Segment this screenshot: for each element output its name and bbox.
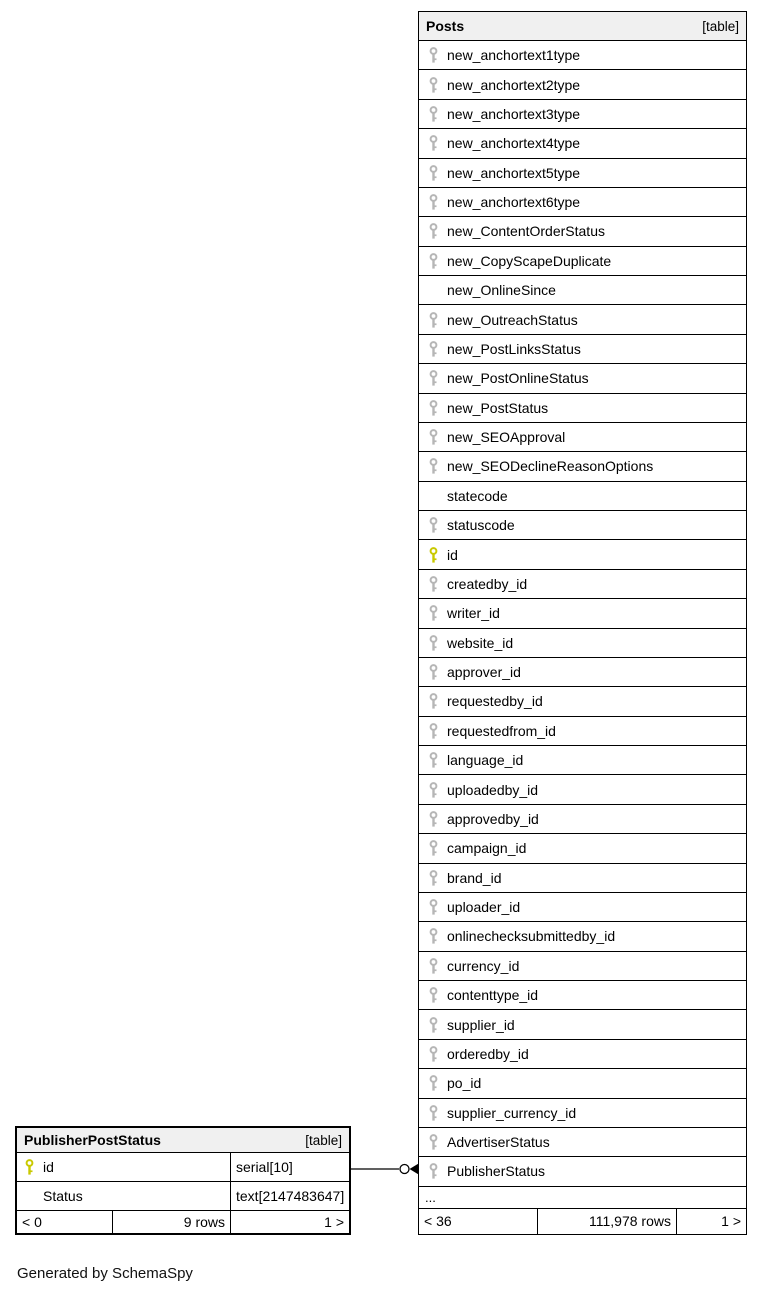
table-row xyxy=(419,540,746,569)
posts-column-list xyxy=(419,41,746,1187)
table-row xyxy=(419,775,746,804)
posts-degree-count: 1 > xyxy=(676,1209,746,1234)
key-icon xyxy=(25,1188,34,1204)
publisher-post-status-type-badge: [table] xyxy=(305,1132,342,1148)
table-row xyxy=(419,981,746,1010)
table-row xyxy=(419,1069,746,1098)
table-row xyxy=(419,305,746,334)
column-name: id xyxy=(447,546,458,563)
posts-row-count: 111,978 rows xyxy=(537,1209,676,1234)
key-icon xyxy=(429,47,438,63)
column-name: statecode xyxy=(447,487,508,504)
table-row xyxy=(17,1153,349,1182)
posts-ellipsis-row: ... xyxy=(419,1187,746,1209)
table-row xyxy=(17,1182,349,1211)
key-icon xyxy=(429,752,438,768)
table-row xyxy=(419,335,746,364)
column-name: PublisherStatus xyxy=(447,1163,546,1180)
table-row xyxy=(419,423,746,452)
column-name: brand_id xyxy=(447,869,502,886)
key-icon xyxy=(429,135,438,151)
key-icon xyxy=(429,605,438,621)
table-row xyxy=(419,41,746,70)
table-row xyxy=(419,864,746,893)
table-row xyxy=(419,482,746,511)
key-icon xyxy=(429,1105,438,1121)
key-icon xyxy=(429,282,438,298)
column-name: new_anchortext5type xyxy=(447,164,581,181)
table-row xyxy=(419,922,746,951)
publisher-post-status-footer xyxy=(17,1211,349,1233)
key-icon xyxy=(429,341,438,357)
key-icon xyxy=(429,1017,438,1033)
column-name-cell xyxy=(17,1182,231,1210)
key-icon xyxy=(429,1075,438,1091)
posts-table-type-badge: [table] xyxy=(702,18,739,34)
key-icon xyxy=(429,1163,438,1179)
table-row xyxy=(419,687,746,716)
key-icon xyxy=(429,693,438,709)
column-name: new_anchortext4type xyxy=(447,135,581,152)
key-icon xyxy=(429,165,438,181)
key-icon xyxy=(429,77,438,93)
table-row xyxy=(419,658,746,687)
key-icon xyxy=(429,488,438,504)
table-row xyxy=(419,511,746,540)
key-icon xyxy=(429,400,438,416)
pps-hidden-columns-count: < 0 xyxy=(22,1214,42,1230)
column-name: uploadedby_id xyxy=(447,781,539,798)
column-name: po_id xyxy=(447,1075,482,1092)
key-icon xyxy=(25,1159,34,1175)
column-name: new_anchortext2type xyxy=(447,76,581,93)
column-name: new_anchortext6type xyxy=(447,194,581,211)
table-row xyxy=(419,452,746,481)
key-icon xyxy=(429,870,438,886)
column-name: approvedby_id xyxy=(447,810,539,827)
publisher-post-status-title: PublisherPostStatus xyxy=(24,1132,161,1148)
key-icon xyxy=(429,312,438,328)
table-row xyxy=(419,159,746,188)
column-name: orderedby_id xyxy=(447,1045,529,1062)
table-row xyxy=(419,834,746,863)
key-icon xyxy=(429,517,438,533)
key-icon xyxy=(429,782,438,798)
column-name: onlinechecksubmittedby_id xyxy=(447,928,616,945)
key-icon xyxy=(429,576,438,592)
column-name: requestedby_id xyxy=(447,693,543,710)
table-row xyxy=(419,629,746,658)
generated-by-caption: Generated by SchemaSpy xyxy=(17,1265,193,1282)
column-name: campaign_id xyxy=(447,840,527,857)
column-name: statuscode xyxy=(447,517,515,534)
key-icon xyxy=(429,194,438,210)
column-name: createdby_id xyxy=(447,575,528,592)
table-row xyxy=(419,70,746,99)
posts-hidden-columns-count: < 36 xyxy=(424,1213,452,1230)
column-name: new_PostLinksStatus xyxy=(447,340,581,357)
key-icon xyxy=(429,223,438,239)
column-name: new_PostStatus xyxy=(447,399,549,416)
table-row xyxy=(419,217,746,246)
table-row xyxy=(419,247,746,276)
column-name: website_id xyxy=(447,634,514,651)
table-row xyxy=(419,129,746,158)
table-row xyxy=(419,893,746,922)
column-name: new_SEOApproval xyxy=(447,429,566,446)
column-name: writer_id xyxy=(447,605,500,622)
table-row xyxy=(419,1010,746,1039)
key-icon xyxy=(429,811,438,827)
column-name: id xyxy=(43,1159,54,1175)
table-row xyxy=(419,952,746,981)
column-name: approver_id xyxy=(447,664,521,681)
table-row xyxy=(419,570,746,599)
column-name: Status xyxy=(43,1188,83,1204)
column-name: currency_id xyxy=(447,957,520,974)
key-icon xyxy=(429,370,438,386)
table-row xyxy=(419,100,746,129)
column-name: new_OutreachStatus xyxy=(447,311,578,328)
key-icon xyxy=(429,1134,438,1150)
column-type: serial[10] xyxy=(236,1159,293,1175)
column-name: new_SEODeclineReasonOptions xyxy=(447,458,654,475)
publisher-post-status-column-list xyxy=(17,1153,349,1211)
table-row xyxy=(419,805,746,834)
pps-row-count: 9 rows xyxy=(112,1211,230,1233)
column-name: new_OnlineSince xyxy=(447,282,556,299)
key-icon xyxy=(429,1046,438,1062)
key-icon xyxy=(429,987,438,1003)
column-name: new_anchortext1type xyxy=(447,47,581,64)
column-name: requestedfrom_id xyxy=(447,722,556,739)
column-name: contenttype_id xyxy=(447,987,539,1004)
table-row xyxy=(419,1099,746,1128)
key-icon xyxy=(429,958,438,974)
column-name: new_anchortext3type xyxy=(447,105,581,122)
column-type: text[2147483647] xyxy=(236,1188,345,1204)
pps-degree-count: 1 > xyxy=(230,1211,349,1233)
column-name: language_id xyxy=(447,752,524,769)
posts-table-header[interactable] xyxy=(419,12,746,41)
key-icon xyxy=(429,253,438,269)
column-name: supplier_id xyxy=(447,1016,515,1033)
key-icon xyxy=(429,723,438,739)
key-icon xyxy=(429,664,438,680)
column-name: supplier_currency_id xyxy=(447,1104,577,1121)
table-row xyxy=(419,746,746,775)
key-icon xyxy=(429,928,438,944)
table-row xyxy=(419,364,746,393)
table-row xyxy=(419,599,746,628)
key-icon xyxy=(429,840,438,856)
posts-table[interactable] xyxy=(418,11,747,1235)
publisher-post-status-table[interactable] xyxy=(15,1126,351,1235)
key-icon xyxy=(429,458,438,474)
posts-table-footer xyxy=(419,1209,746,1234)
column-name: new_PostOnlineStatus xyxy=(447,370,589,387)
key-icon xyxy=(429,547,438,563)
key-icon xyxy=(429,106,438,122)
column-name-cell xyxy=(17,1153,231,1181)
key-icon xyxy=(429,635,438,651)
table-row xyxy=(419,188,746,217)
column-name: uploader_id xyxy=(447,899,521,916)
table-row xyxy=(419,394,746,423)
column-name: new_ContentOrderStatus xyxy=(447,223,605,240)
table-row xyxy=(419,1128,746,1157)
key-icon xyxy=(429,429,438,445)
table-row xyxy=(419,1040,746,1069)
table-row xyxy=(419,276,746,305)
posts-table-title: Posts xyxy=(426,18,465,34)
table-row xyxy=(419,717,746,746)
column-name: new_CopyScapeDuplicate xyxy=(447,252,612,269)
table-row xyxy=(419,1157,746,1186)
publisher-post-status-header[interactable] xyxy=(17,1128,349,1153)
column-name: AdvertiserStatus xyxy=(447,1134,550,1151)
relationship-connector xyxy=(351,1158,419,1180)
key-icon xyxy=(429,899,438,915)
